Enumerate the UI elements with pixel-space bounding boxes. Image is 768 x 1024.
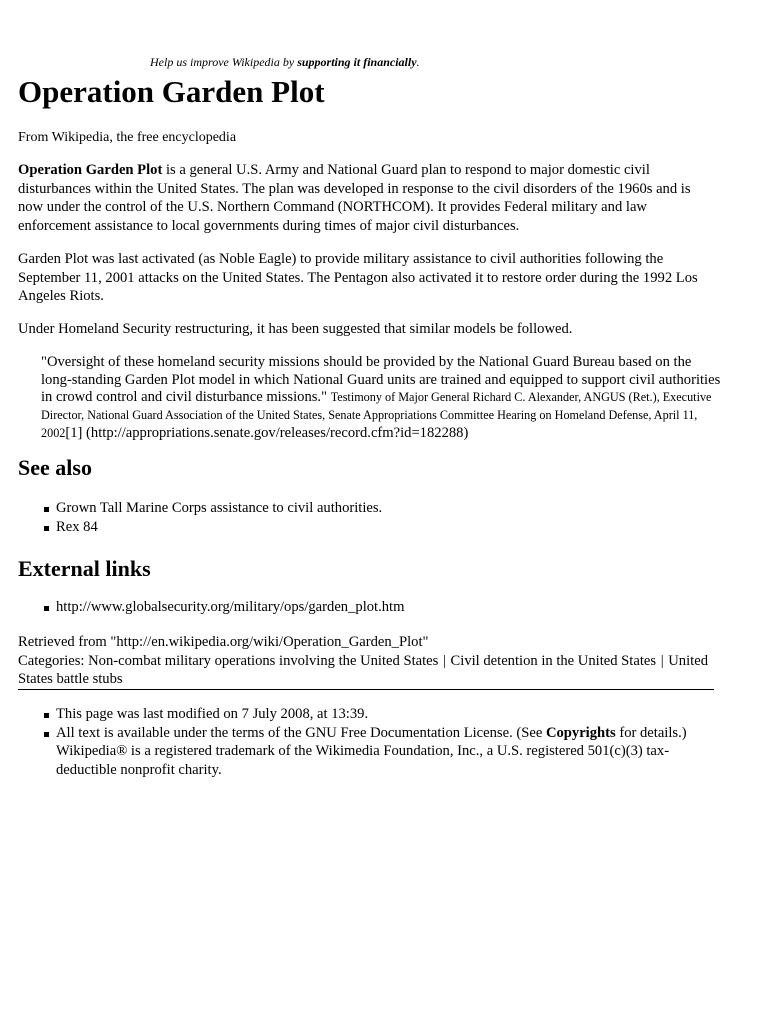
page-title: Operation Garden Plot (18, 74, 325, 109)
categories-line (18, 652, 714, 689)
homeland-paragraph: Under Homeland Security restructuring, it has been suggested that similar models be followed. (18, 321, 573, 337)
bullet-icon (44, 606, 49, 611)
intro-paragraph (18, 161, 718, 235)
activation-paragraph: Garden Plot was last activated (as Noble Eagle) to provide military assistance to civil authorities following the September 11, 2001 attacks on the United States. The Pentagon also activated it to restore order during the 1992 Los Angeles Riots. (18, 251, 698, 304)
see-also-item-label: Rex 84 (56, 518, 98, 535)
notice-prefix: Help us improve Wikipedia by (150, 55, 298, 69)
bullet-icon (44, 713, 49, 718)
bullet-icon (44, 526, 49, 531)
see-also-list (18, 499, 718, 536)
external-links-heading: External links (18, 556, 151, 581)
see-also-item[interactable] (18, 518, 718, 537)
intro-bold-title: Operation Garden Plot (18, 162, 163, 178)
intro-text: is a general U.S. Army and National Guard plan to respond to major domestic civil disturbances within the United States. The plan was developed in response to the civil disorders of the 1960s and is now under the control of the U.S. Northern Command (NORTHCOM). It provides Federal military and law enforcement assistance to local governments during times of major civil disturbances. (18, 162, 691, 234)
footer-divider (18, 689, 714, 690)
footer-item (18, 705, 718, 724)
trademark-notice: Wikipedia® is a registered trademark of the Wikimedia Foundation, Inc., a U.S. registered 501(c)(3) tax-deductible nonprofit charity. (56, 743, 670, 778)
quote-ref-link[interactable]: [1] (65, 424, 83, 441)
retrieved-from: Retrieved from "http://en.wikipedia.org/wiki/Operation_Garden_Plot" (18, 634, 429, 650)
license-suffix: for details.) (615, 724, 687, 741)
catlinks (18, 633, 714, 689)
bullet-icon (44, 507, 49, 512)
page-subtitle: From Wikipedia, the free encyclopedia (18, 130, 237, 145)
category-link[interactable]: United States battle stubs (18, 652, 708, 687)
footer-item (18, 724, 718, 780)
license-prefix: All text is available under the terms of the GNU Free Documentation License. (See (56, 724, 546, 741)
testimony-quote (41, 354, 721, 443)
quote-url: (http://appropriations.senate.gov/releases/record.cfm?id=182288) (82, 424, 469, 441)
see-also-item[interactable] (18, 499, 718, 518)
copyrights-link[interactable]: Copyrights (545, 724, 616, 741)
last-modified: This page was last modified on 7 July 2008, at 13:39. (56, 706, 369, 722)
see-also-item-label: Grown Tall Marine Corps assistance to civil authorities. (56, 500, 383, 516)
quote-text: "Oversight of these homeland security missions should be provided by the National Guard Bureau based on the long-standing Garden Plot model in which National Guard units are trained and equipped to support civil authorities in crowd control and civil disturbance missions." (41, 354, 721, 406)
bullet-icon (44, 732, 49, 737)
category-separator: | (439, 652, 450, 669)
external-link-item[interactable] (18, 598, 718, 617)
external-link-url: http://www.globalsecurity.org/military/ops/garden_plot.htm (56, 599, 405, 615)
external-links-list (18, 598, 718, 617)
donation-notice (150, 55, 420, 70)
see-also-heading: See also (18, 455, 92, 480)
category-link[interactable]: Civil detention in the United States (450, 652, 657, 669)
category-link[interactable]: Non-combat military operations involving the United States (88, 652, 439, 669)
categories-label: Categories: (18, 652, 89, 669)
notice-suffix: . (416, 55, 420, 69)
footer-list (18, 705, 718, 779)
quote-attribution: Testimony of Major General Richard C. Alexander, ANGUS (Ret.), Executive Director, National Guard Association of the United States, Senate Appropriations Committee Hearing on Homeland Defense, April 11, 2002 (41, 390, 712, 440)
support-link[interactable]: supporting it financially (297, 55, 417, 69)
category-separator: | (657, 652, 668, 669)
